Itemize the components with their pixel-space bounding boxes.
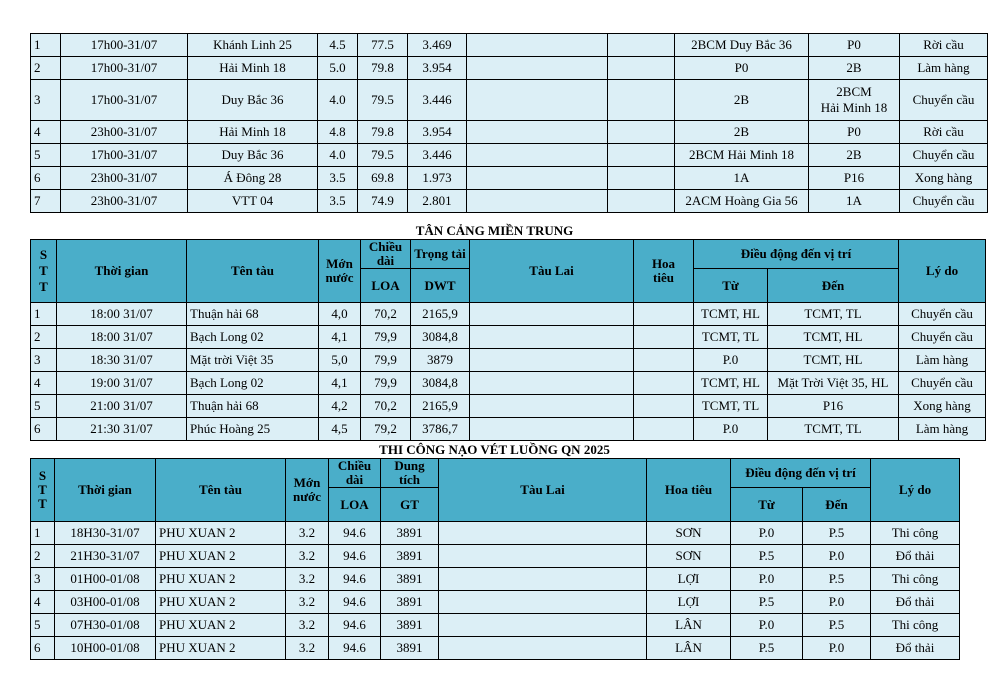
cell-to: 2B [809, 57, 900, 80]
cell-ship-name: PHU XUAN 2 [156, 591, 286, 614]
cell-reason: Thi công [871, 568, 960, 591]
header-draft: Mớn nước [319, 240, 361, 303]
cell-reason: Xong hàng [899, 395, 986, 418]
cell-time: 07H30-01/08 [55, 614, 156, 637]
cell-stt: 3 [31, 349, 57, 372]
cell-tug [467, 167, 608, 190]
cell-tug [467, 57, 608, 80]
cell-length: 94.6 [329, 637, 381, 660]
cell-reason: Rời cầu [900, 34, 988, 57]
cell-capacity: 3891 [381, 614, 439, 637]
cell-length: 79.5 [358, 144, 408, 167]
cell-pilot [634, 326, 694, 349]
cell-pilot [608, 34, 675, 57]
cell-capacity: 3891 [381, 545, 439, 568]
cell-time: 01H00-01/08 [55, 568, 156, 591]
table-row [31, 591, 960, 614]
cell-from: P.0 [731, 568, 803, 591]
cell-pilot [634, 303, 694, 326]
cell-ship-name: Hải Minh 18 [188, 57, 318, 80]
cell-tug [470, 303, 634, 326]
cell-time: 17h00-31/07 [61, 34, 188, 57]
cell-length: 94.6 [329, 568, 381, 591]
cell-to: TCMT, TL [768, 303, 899, 326]
cell-draft: 3.5 [318, 190, 358, 213]
cell-capacity: 3891 [381, 522, 439, 545]
table-row [31, 349, 986, 372]
cell-from: TCMT, HL [694, 303, 768, 326]
cell-draft: 4,0 [319, 303, 361, 326]
cell-pilot: LỢI [647, 568, 731, 591]
cell-pilot [634, 418, 694, 441]
cell-length: 79.5 [358, 80, 408, 121]
cell-from: P.0 [731, 614, 803, 637]
header-to: Đến [803, 488, 871, 522]
cell-from: P.0 [731, 522, 803, 545]
cell-reason: Thi công [871, 522, 960, 545]
cell-stt: 6 [31, 167, 61, 190]
cell-draft: 4,1 [319, 372, 361, 395]
cell-tug [467, 34, 608, 57]
cell-length: 79,2 [361, 418, 411, 441]
cell-time: 23h00-31/07 [61, 121, 188, 144]
cell-pilot: SƠN [647, 545, 731, 568]
cell-capacity: 2165,9 [411, 303, 470, 326]
header-move: Điều động đến vị trí [731, 459, 871, 488]
cell-draft: 4,1 [319, 326, 361, 349]
table-2-header [31, 240, 986, 303]
cell-stt: 4 [31, 591, 55, 614]
cell-capacity: 2.801 [408, 190, 467, 213]
header-pilot: Hoa tiêu [647, 459, 731, 522]
cell-time: 03H00-01/08 [55, 591, 156, 614]
header-length-sub: LOA [329, 488, 381, 522]
header-tug: Tàu Lai [439, 459, 647, 522]
cell-tug [439, 614, 647, 637]
cell-tug [467, 190, 608, 213]
cell-draft: 3.2 [286, 637, 329, 660]
cell-draft: 3.5 [318, 167, 358, 190]
cell-draft: 3.2 [286, 591, 329, 614]
cell-to: P16 [809, 167, 900, 190]
header-length: Chiều dài [361, 240, 411, 269]
header-capacity: Trọng tải [411, 240, 470, 269]
cell-tug [470, 326, 634, 349]
cell-to: P.5 [803, 614, 871, 637]
cell-from: TCMT, TL [694, 395, 768, 418]
cell-to: 2B [809, 144, 900, 167]
header-from: Từ [694, 269, 768, 303]
cell-tug [470, 349, 634, 372]
cell-time: 17h00-31/07 [61, 57, 188, 80]
section-title-tan-cang: TÂN CẢNG MIỀN TRUNG [415, 223, 574, 238]
table-1-body [31, 34, 988, 213]
cell-ship-name: Thuận hải 68 [187, 395, 319, 418]
cell-ship-name: Duy Bắc 36 [188, 144, 318, 167]
cell-time: 23h00-31/07 [61, 167, 188, 190]
cell-stt: 6 [31, 418, 57, 441]
cell-tug [467, 80, 608, 121]
cell-to: P16 [768, 395, 899, 418]
cell-stt: 1 [31, 522, 55, 545]
cell-stt: 3 [31, 568, 55, 591]
cell-capacity: 2165,9 [411, 395, 470, 418]
cell-length: 94.6 [329, 522, 381, 545]
cell-from: 2BCM Hải Minh 18 [675, 144, 809, 167]
cell-to: 1A [809, 190, 900, 213]
cell-reason: Đổ thải [871, 591, 960, 614]
cell-capacity: 3.446 [408, 80, 467, 121]
table-row [31, 167, 988, 190]
cell-from: TCMT, TL [694, 326, 768, 349]
cell-draft: 4,5 [319, 418, 361, 441]
header-length-sub: LOA [361, 269, 411, 303]
cell-tug [439, 637, 647, 660]
cell-stt: 5 [31, 395, 57, 418]
header-stt: S T T [31, 459, 55, 522]
cell-capacity: 3879 [411, 349, 470, 372]
cell-time: 18:30 31/07 [57, 349, 187, 372]
cell-draft: 3.2 [286, 614, 329, 637]
cell-length: 74.9 [358, 190, 408, 213]
cell-capacity: 3786,7 [411, 418, 470, 441]
cell-tug [470, 372, 634, 395]
cell-length: 79.8 [358, 121, 408, 144]
table-row [31, 57, 988, 80]
cell-tug [439, 522, 647, 545]
cell-pilot [608, 57, 675, 80]
table-row [31, 545, 960, 568]
cell-from: P.5 [731, 591, 803, 614]
cell-ship-name: Thuận hải 68 [187, 303, 319, 326]
cell-reason: Thi công [871, 614, 960, 637]
cell-draft: 4.0 [318, 144, 358, 167]
cell-from: 2ACM Hoàng Gia 56 [675, 190, 809, 213]
cell-capacity: 3891 [381, 591, 439, 614]
cell-reason: Xong hàng [900, 167, 988, 190]
cell-time: 18:00 31/07 [57, 303, 187, 326]
table-row [31, 522, 960, 545]
cell-pilot: SƠN [647, 522, 731, 545]
cell-time: 19:00 31/07 [57, 372, 187, 395]
table-3-header [31, 459, 960, 522]
header-capacity-sub: DWT [411, 269, 470, 303]
header-to: Đến [768, 269, 899, 303]
cell-to: P.5 [803, 568, 871, 591]
cell-time: 23h00-31/07 [61, 190, 188, 213]
table-row [31, 326, 986, 349]
cell-reason: Chuyển cầu [900, 144, 988, 167]
cell-to: 2BCM Hải Minh 18 [809, 80, 900, 121]
cell-pilot [608, 80, 675, 121]
cell-capacity: 1.973 [408, 167, 467, 190]
header-capacity-sub: GT [381, 488, 439, 522]
cell-pilot [608, 190, 675, 213]
cell-stt: 4 [31, 121, 61, 144]
cell-draft: 4.0 [318, 80, 358, 121]
port-schedule-table-3 [30, 458, 960, 660]
header-time: Thời gian [57, 240, 187, 303]
cell-to: P.0 [803, 637, 871, 660]
cell-draft: 3.2 [286, 568, 329, 591]
cell-to: Mặt Trời Việt 35, HL [768, 372, 899, 395]
cell-to: P0 [809, 121, 900, 144]
cell-length: 70,2 [361, 303, 411, 326]
cell-stt: 3 [31, 80, 61, 121]
cell-ship-name: Phúc Hoàng 25 [187, 418, 319, 441]
cell-pilot [634, 349, 694, 372]
cell-to: P.0 [803, 591, 871, 614]
port-schedule-table-1 [30, 33, 988, 213]
cell-from: 1A [675, 167, 809, 190]
cell-capacity: 3.469 [408, 34, 467, 57]
cell-reason: Làm hàng [899, 418, 986, 441]
cell-ship-name: PHU XUAN 2 [156, 545, 286, 568]
table-row [31, 303, 986, 326]
header-reason: Lý do [871, 459, 960, 522]
cell-to: P0 [809, 34, 900, 57]
cell-ship-name: Hải Minh 18 [188, 121, 318, 144]
cell-to: P.0 [803, 545, 871, 568]
cell-draft: 4.5 [318, 34, 358, 57]
cell-time: 21:30 31/07 [57, 418, 187, 441]
cell-reason: Chuyển cầu [899, 326, 986, 349]
cell-tug [470, 418, 634, 441]
table-row [31, 80, 988, 121]
cell-from: 2B [675, 121, 809, 144]
section-title-thi-cong: THI CÔNG NẠO VÉT LUỒNG QN 2025 [379, 442, 610, 457]
cell-length: 79.8 [358, 57, 408, 80]
cell-pilot [608, 144, 675, 167]
cell-stt: 4 [31, 372, 57, 395]
cell-reason: Làm hàng [899, 349, 986, 372]
cell-time: 21:00 31/07 [57, 395, 187, 418]
cell-tug [467, 121, 608, 144]
header-pilot: Hoa tiêu [634, 240, 694, 303]
header-tug: Tàu Lai [470, 240, 634, 303]
header-from: Từ [731, 488, 803, 522]
table-row [31, 395, 986, 418]
cell-ship-name: Bạch Long 02 [187, 326, 319, 349]
cell-length: 94.6 [329, 614, 381, 637]
table-row [31, 121, 988, 144]
cell-ship-name: Bạch Long 02 [187, 372, 319, 395]
cell-tug [439, 591, 647, 614]
cell-stt: 5 [31, 144, 61, 167]
cell-pilot [634, 372, 694, 395]
cell-tug [439, 545, 647, 568]
cell-draft: 3.2 [286, 545, 329, 568]
cell-from: P.5 [731, 545, 803, 568]
header-move: Điều động đến vị trí [694, 240, 899, 269]
cell-ship-name: VTT 04 [188, 190, 318, 213]
cell-time: 18:00 31/07 [57, 326, 187, 349]
cell-draft: 5,0 [319, 349, 361, 372]
cell-from: P.5 [731, 637, 803, 660]
cell-pilot: LỢI [647, 591, 731, 614]
cell-tug [439, 568, 647, 591]
cell-time: 18H30-31/07 [55, 522, 156, 545]
cell-pilot [608, 121, 675, 144]
cell-capacity: 3.446 [408, 144, 467, 167]
cell-stt: 2 [31, 545, 55, 568]
cell-time: 21H30-31/07 [55, 545, 156, 568]
header-stt: S T T [31, 240, 57, 303]
table-row [31, 637, 960, 660]
cell-tug [467, 144, 608, 167]
cell-time: 17h00-31/07 [61, 80, 188, 121]
cell-ship-name: Khánh Linh 25 [188, 34, 318, 57]
cell-length: 79,9 [361, 372, 411, 395]
cell-from: 2B [675, 80, 809, 121]
cell-pilot: LÂN [647, 614, 731, 637]
cell-capacity: 3.954 [408, 57, 467, 80]
table-row [31, 418, 986, 441]
cell-ship-name: Á Đông 28 [188, 167, 318, 190]
cell-ship-name: PHU XUAN 2 [156, 568, 286, 591]
cell-reason: Chuyển cầu [899, 372, 986, 395]
cell-capacity: 3891 [381, 637, 439, 660]
cell-to: TCMT, HL [768, 349, 899, 372]
cell-stt: 6 [31, 637, 55, 660]
cell-to: TCMT, TL [768, 418, 899, 441]
table-row [31, 614, 960, 637]
port-schedule-table-2 [30, 239, 986, 441]
cell-length: 77.5 [358, 34, 408, 57]
cell-ship-name: Duy Bắc 36 [188, 80, 318, 121]
cell-to: P.5 [803, 522, 871, 545]
cell-length: 79,9 [361, 349, 411, 372]
cell-reason: Làm hàng [900, 57, 988, 80]
header-reason: Lý do [899, 240, 986, 303]
cell-draft: 4,2 [319, 395, 361, 418]
table-row [31, 190, 988, 213]
cell-pilot [634, 395, 694, 418]
cell-ship-name: PHU XUAN 2 [156, 522, 286, 545]
cell-from: P.0 [694, 349, 768, 372]
table-row [31, 34, 988, 57]
cell-reason: Đổ thải [871, 545, 960, 568]
cell-draft: 3.2 [286, 522, 329, 545]
cell-reason: Chuyển cầu [900, 80, 988, 121]
header-capacity: Dung tích [381, 459, 439, 488]
cell-capacity: 3891 [381, 568, 439, 591]
cell-reason: Chuyển cầu [899, 303, 986, 326]
cell-length: 79,9 [361, 326, 411, 349]
table-row [31, 144, 988, 167]
cell-from: P0 [675, 57, 809, 80]
cell-time: 10H00-01/08 [55, 637, 156, 660]
cell-ship-name: PHU XUAN 2 [156, 637, 286, 660]
table-3-body [31, 522, 960, 660]
cell-pilot [608, 167, 675, 190]
header-ship: Tên tàu [156, 459, 286, 522]
table-row [31, 372, 986, 395]
cell-stt: 7 [31, 190, 61, 213]
table-2-body [31, 303, 986, 441]
cell-tug [470, 395, 634, 418]
cell-capacity: 3084,8 [411, 326, 470, 349]
cell-length: 70,2 [361, 395, 411, 418]
cell-reason: Chuyển cầu [900, 190, 988, 213]
cell-length: 94.6 [329, 591, 381, 614]
cell-capacity: 3084,8 [411, 372, 470, 395]
header-length: Chiều dài [329, 459, 381, 488]
cell-length: 69.8 [358, 167, 408, 190]
cell-draft: 5.0 [318, 57, 358, 80]
cell-pilot: LÂN [647, 637, 731, 660]
cell-from: TCMT, HL [694, 372, 768, 395]
cell-reason: Rời cầu [900, 121, 988, 144]
cell-from: P.0 [694, 418, 768, 441]
cell-ship-name: PHU XUAN 2 [156, 614, 286, 637]
cell-from: 2BCM Duy Bắc 36 [675, 34, 809, 57]
cell-stt: 5 [31, 614, 55, 637]
cell-length: 94.6 [329, 545, 381, 568]
cell-stt: 2 [31, 326, 57, 349]
cell-time: 17h00-31/07 [61, 144, 188, 167]
cell-capacity: 3.954 [408, 121, 467, 144]
cell-stt: 1 [31, 34, 61, 57]
cell-stt: 1 [31, 303, 57, 326]
header-time: Thời gian [55, 459, 156, 522]
header-ship: Tên tàu [187, 240, 319, 303]
cell-reason: Đổ thải [871, 637, 960, 660]
table-row [31, 568, 960, 591]
cell-stt: 2 [31, 57, 61, 80]
cell-to: TCMT, HL [768, 326, 899, 349]
header-draft: Mớn nước [286, 459, 329, 522]
cell-draft: 4.8 [318, 121, 358, 144]
cell-ship-name: Mặt trời Việt 35 [187, 349, 319, 372]
